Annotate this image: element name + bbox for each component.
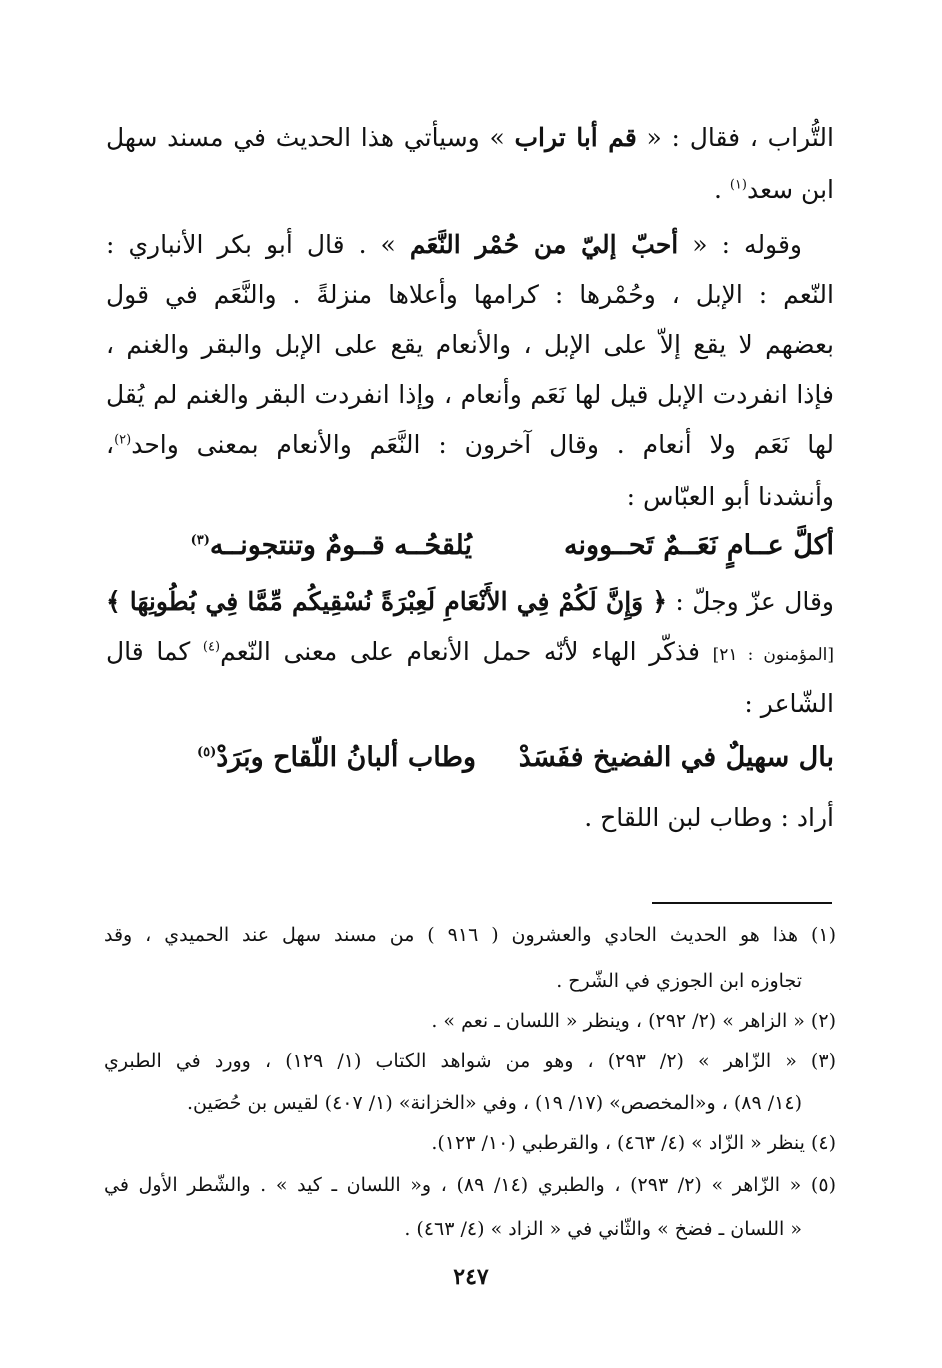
page-number: ٢٤٧ [453,1264,489,1290]
body-line-11: الشّاعر : [744,689,834,718]
text-run: كما قال [106,637,203,666]
footnote-ref: (٢) [114,432,132,448]
verse-2-first-hemistich: بال سهيلٌ في الفضيخ ففَسَدْ [518,742,834,773]
footnote-1-line-1: (١) هذا هو الحديث الحادي والعشرون ( ٩١٦ ) من مسند سهل عند الحميدي ، وقد [104,924,836,946]
footnote-ref: (٣) [190,533,210,548]
text-run: لها نَعَم ولا أنعام . وقال آخرون : النَّعَم والأنعام بمعنى واحد [131,430,834,459]
text-run: . [713,175,730,204]
text-run: وقال عزّ وجلّ : [667,587,834,616]
body-line-6: فإذا انفردت الإبل قيل لها نَعَم وأنعام ، وإذا انفردت البقر والغنم لم يُقل [106,380,834,409]
footnote-3-line-2: (١٤/ ٨٩) ، و«المخصص» (١٧/ ١٩) ، وفي «الخزانة» (١/ ٤٠٧) لقيس بن حُصَين. [186,1092,802,1114]
footnote-3-line-1: (٣) « الزّاهر » (٢/ ٢٩٣) ، وهو من شواهد الكتاب (١/ ١٢٩) ، وورد في الطبري [104,1050,836,1072]
footnote-5-line-1: (٥) « الزّاهر » (٢/ ٢٩٣) ، والطبري (١٤/ ٨٩) ، و« اللسان ـ كيد » . والشّطر الأول في [104,1174,836,1196]
footnote-separator [652,902,832,904]
footnote-2: (٢) « الزاهر » (٢/ ٢٩٢) ، وينظر « اللسان ـ نعم » . [431,1010,836,1032]
body-line-2 [714,170,834,210]
verse-1-second-hemistich [191,524,472,568]
footnote-4: (٤) ينظر « الزّاد » (٤/ ٤٦٣) ، والقرطبي (١٠/ ١٢٣). [431,1132,836,1154]
text-run: ابن سعد [746,175,834,204]
body-line-7 [106,425,834,465]
text-run: » وسيأتي هذا الحديث في مسند سهل [106,123,515,152]
verse-1-first-hemistich: أكلَّ عــامٍ نَعَــمٌ تَحــوونه [564,530,834,561]
body-line-5: بعضهم لا يقع إلاّ على الإبل ، والأنعام يقع على الإبل والبقر والغنم ، [106,330,834,359]
text-run: وقوله : « [678,230,802,259]
quran-citation: [المؤمنون : ٢١] [712,645,834,665]
text-run: فذكّر الهاء لأنّه حمل الأنعام على معنى النّعم [220,637,713,666]
text-run: ، [106,430,115,459]
hadith-quote: قم أبا تراب [514,123,637,152]
body-line-9 [106,582,834,622]
footnote-ref: (٥) [196,745,217,760]
text-run: يُلقحُــه قــومٌ وتنتجونــه [209,530,472,561]
footnote-1-line-2: تجاوزه ابن الجوزي في الشّرح . [556,970,802,992]
text-run: التُّراب ، فقال : « [636,123,834,152]
body-line-4: النّعم : الإبل ، وحُمْرها : كرامها وأعلاها منزلةً . والنَّعَم في قول [106,280,834,309]
footnote-ref: (١) [729,177,747,193]
text-run: » . قال أبو بكر الأنباري : [106,230,410,259]
footnote-5-line-2: « اللسان ـ فضخ » والثّاني في « الزاد » (٤/ ٤٦٣) . [404,1218,802,1240]
body-line-3 [106,225,802,265]
text-run: وطاب ألبانُ اللّقاح وبَرَدْ [216,742,476,773]
quran-verse: ﴿ وَإِنَّ لَكُمْ فِي الأَنْعَامِ لَعِبْرَةً نُسْقِيكُم مِّمَّا فِي بُطُونِهَا ﴾ [106,587,668,616]
body-line-1 [106,118,834,158]
body-line-10 [106,632,834,672]
hadith-quote: أحبّ إليّ من حُمْر النَّعَم [409,230,679,259]
body-line-12: أراد : وطاب لبن اللقاح . [584,803,834,832]
footnote-ref: (٤) [202,639,221,655]
verse-2-second-hemistich [197,736,476,780]
body-line-8: وأنشدنا أبو العبّاس : [626,482,834,511]
